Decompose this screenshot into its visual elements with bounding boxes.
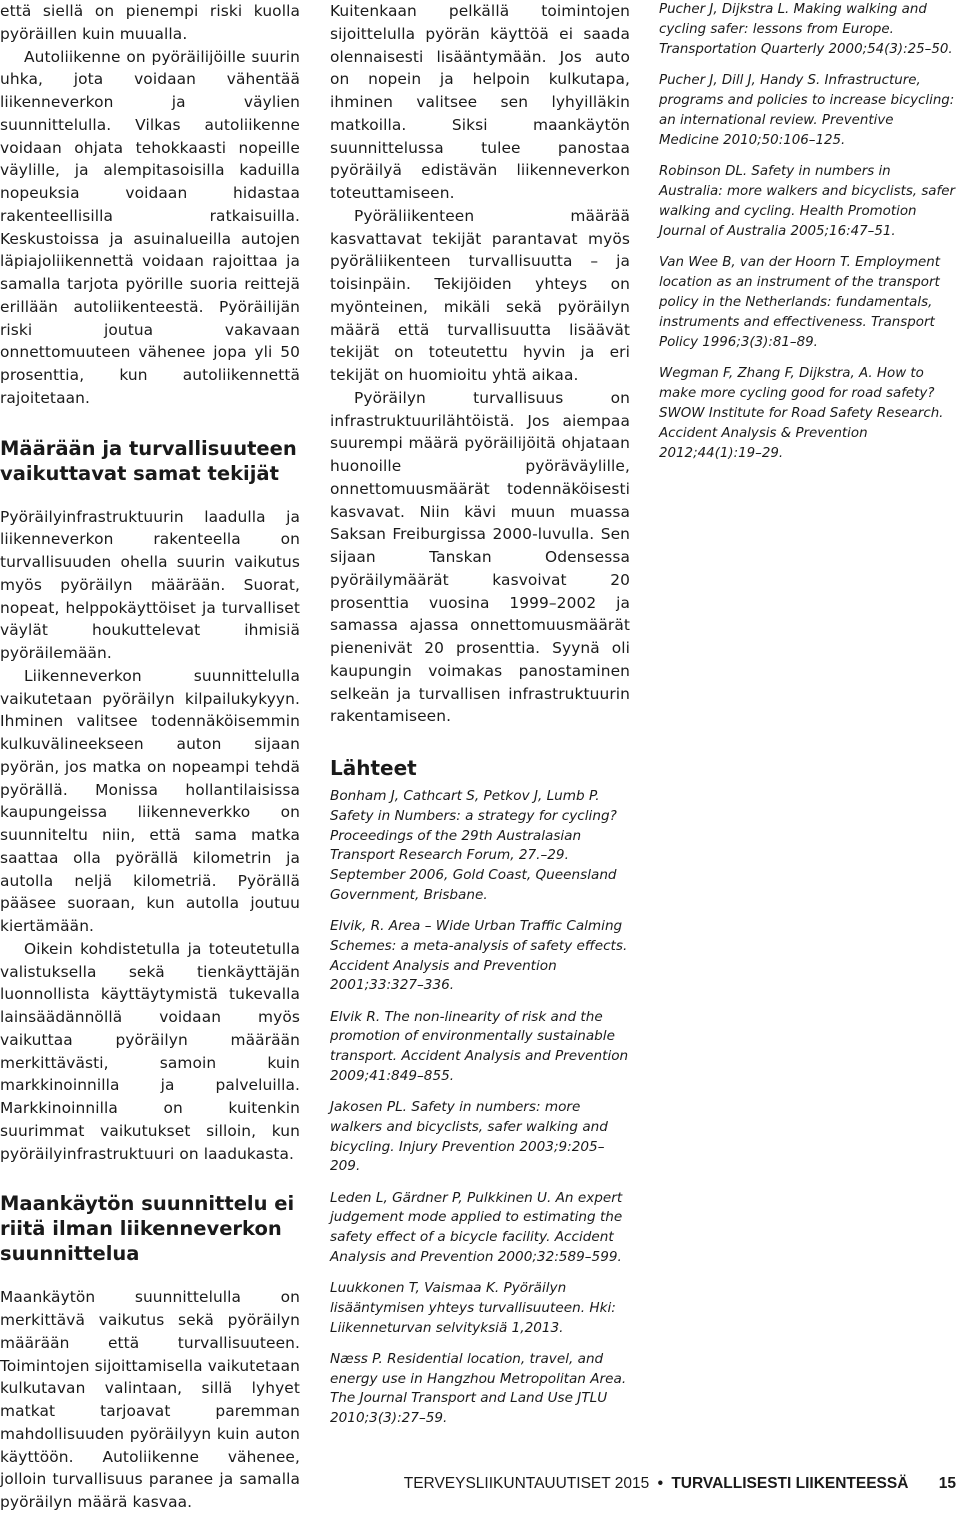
page-footer <box>404 1475 956 1493</box>
reference-item: Leden L, Gärdner P, Pulkkinen U. An expert judgement mode applied to estimating the safety effect of a bicycle facility. Accident Analysis and Prevention 2000;32:589–599. <box>330 1189 623 1265</box>
reference-list <box>330 787 630 1429</box>
section-name: TURVALLISESTI LIIKENTEESSÄ <box>671 1475 909 1492</box>
reference-item: Pucher J, Dijkstra L. Making walking and cycling safer: lessons from Europe. Transportation Quarterly 2000;54(3):25–50. <box>659 2 953 57</box>
paragraph: Maankäytön suunnittelulla on merkittävä vaikutus sekä pyöräilyn määrään että turvallisuuteen. Toimintojen sijoittamisella vaikutetaan kulkutavan valintaan, sillä lyhyet matkat tarjoavat paremman mahdollisuuden pyöräilyyn kuin auton käyttöön. Autoliikenne vähenee, jolloin turvallisuus paranee ja samalla pyöräilyn määrä kasvaa. <box>0 1288 300 1511</box>
reference-item: Luukkonen T, Vaismaa K. Pyöräilyn lisääntymisen yhteys turvallisuuteen. Hki: Liikenneturvan selvityksiä 1,2013. <box>330 1280 616 1336</box>
paragraph: Liikenneverkon suunnittelulla vaikutetaan pyöräilyn kilpailukykyyn. Ihminen valitsee todennäköisemmin kulkuvälineekseen auton sijaan pyörän, jos matka on nopeampi tehdä pyörällä. Monissa hollantilaisissa kaupungeissa liikenneverkko on suunniteltu niin, että sama matka saattaa olla pyörällä kilometrin ja autolla neljä kilometriä. Pyörällä pääsee suoraan, kun autolla joutuu kiertämään. <box>0 666 300 935</box>
reference-item: Robinson DL. Safety in numbers in Australia: more walkers and bicyclists, safer walking and cycling. Health Promotion Journal of Australia 2005;16:47–51. <box>659 164 955 239</box>
paragraph: Pyöräilyinfrastruktuurin laadulla ja liikenneverkon rakenteella on turvallisuuden ohella suurin vaikutus myös pyöräilyn määrään. Suorat, nopeat, helppokäyttöiset ja turvalliset väylät houkuttelevat ihmisiä pyöräilemään. <box>0 507 300 662</box>
paragraph: että siellä on pienempi riski kuolla pyöräillen kuin muualla. <box>0 2 300 43</box>
column-left <box>0 0 300 1514</box>
reference-item: Pucher J, Dill J, Handy S. Infrastructure, programs and policies to increase bicycling: an international review. Preventive Medicine 2010;50:106–125. <box>659 73 955 148</box>
footer-separator: • <box>657 1475 663 1492</box>
page-number: 15 <box>938 1475 956 1492</box>
paragraph: Oikein kohdistetulla ja toteutetulla valistuksella sekä tienkäyttäjän luonnollista käyttäytymistä tukevalla lainsäädännöllä voidaan myös vaikuttaa pyöräilyn määrään merkittävästi, samoin kuin markkinoinnilla ja palveluilla. Markkinoinnilla on kuitenkin suurimmat vaikutukset silloin, kun pyöräilyinfrastruktuuri on laadukasta. <box>0 939 300 1163</box>
reference-item: Jakosen PL. Safety in numbers: more walkers and bicyclists, safer walking and bicycling. Injury Prevention 2003;9:205–209. <box>330 1099 608 1175</box>
section-heading: Maankäytön suunnittelu ei riitä ilman liikenneverkon suunnittelua <box>0 1192 295 1266</box>
section-heading: Määrään ja turvallisuuteen vaikuttavat samat tekijät <box>0 436 297 485</box>
column-right <box>659 0 957 475</box>
column-middle <box>330 0 630 1440</box>
references-heading: Lähteet <box>330 756 417 780</box>
reference-list <box>659 0 957 464</box>
paragraph: Autoliikenne on pyöräilijöille suurin uhka, jota voidaan vähentää liikenneverkon ja väylien suunnittelulla. Vilkas autoliikenne voidaan ohjata tehokkaasti nopeille väylille, ja alempitasoisilla kaduilla nopeuksia voidaan hidastaa rakenteellisilla ratkaisuilla. Keskustoissa ja asuinalueilla autojen läpiajoliikennettä voidaan rajoittaa ja samalla tarjota pyörille suoria reittejä erillään autoliikenteestä. Pyöräilijän riski joutua vakavaan onnettomuuteen vähenee jopa yli 50 prosenttia, kun autoliikennettä rajoitetaan. <box>0 47 300 407</box>
paragraph: Pyöräilyn turvallisuus on infrastruktuurilähtöistä. Jos aiempaa suurempi määrä pyöräilijöitä ohjataan huonoille pyöräväylille, onnettomuusmäärät todennäköisesti kasvavat. Niin kävi muun muassa Saksan Freiburgissa 2000-luvulla. Sen sijaan Tanskan Odensessa pyöräilymäärät kasvoivat 20 prosenttia vuosina 1999–2002 ja samassa ajassa onnettomuusmäärät pienenivät 20 prosenttia. Syynä oli kaupungin voimakas panostaminen selkeän ja turvallisen infrastruktuurin rakentamiseen. <box>330 388 630 726</box>
paragraph: Pyöräliikenteen määrää kasvattavat tekijät parantavat myös pyöräliikenteen turvallisuutta – ja toisinpäin. Tekijöiden yhteys on myönteinen, mikäli sekä pyöräilyn määrä että turvallisuutta lisäävät tekijät on toteutettu hyvin ja eri tekijät on huomioitu yhtä aikaa. <box>330 206 630 384</box>
reference-item: Van Wee B, van der Hoorn T. Employment location as an instrument of the transport policy in the Netherlands: fundamentals, instruments and effectiveness. Transport Policy 1996;3(3):81–89. <box>659 255 940 350</box>
publication-name: TERVEYSLIIKUNTAUUTISET 2015 <box>403 1475 650 1492</box>
reference-item: Næss P. Residential location, travel, and energy use in Hangzhou Metropolitan Area. The Journal Transport and Land Use JTLU 2010;3(3):27–59. <box>330 1350 627 1427</box>
reference-item: Bonham J, Cathcart S, Petkov J, Lumb P. Safety in Numbers: a strategy for cycling? Proceedings of the 29th Australasian Transport Research Forum, 27.–29. September 2006, Gold Coast, Queensland Government, Brisbane. <box>330 788 617 903</box>
reference-item: Wegman F, Zhang F, Dijkstra, A. How to make more cycling good for road safety? SWOW Institute for Road Safety Research. Accident Analysis & Prevention 2012;44(1):19–29. <box>659 366 944 461</box>
reference-item: Elvik R. The non-linearity of risk and the promotion of environmentally sustainable transport. Accident Analysis and Prevention 2009;41:849–855. <box>330 1008 629 1084</box>
reference-item: Elvik, R. Area – Wide Urban Traffic Calming Schemes: a meta-analysis of safety effects. Accident Analysis and Prevention 2001;33:327–336. <box>330 918 628 994</box>
paragraph: Kuitenkaan pelkällä toimintojen sijoittelulla pyörän käyttöä ei saada olennaisesti lisääntymään. Jos auto on nopein ja helpoin kulkutapa, ihminen valitsee sen lyhyilläkin matkoilla. Siksi maankäytön suunnittelussa tulee panostaa pyöräilyä edistävän liikenneverkon toteuttamiseen. <box>330 2 630 202</box>
